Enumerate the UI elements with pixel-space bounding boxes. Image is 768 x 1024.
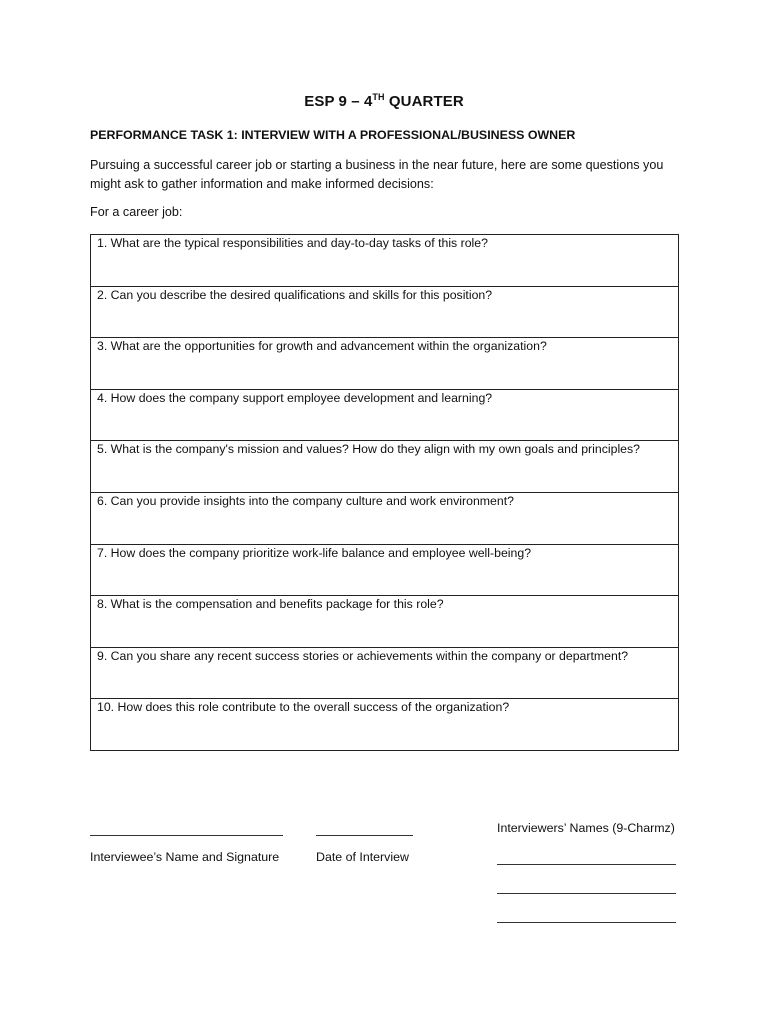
table-row bbox=[91, 286, 679, 338]
interviewee-signature-line bbox=[90, 835, 283, 836]
interviewer-name-line-1 bbox=[497, 864, 676, 865]
table-row bbox=[91, 389, 679, 441]
question-cell: 9. Can you share any recent success stories or achievements within the company or department? bbox=[91, 647, 679, 699]
interviewers-label: Interviewers’ Names (9-Charmz) bbox=[497, 821, 675, 835]
table-row bbox=[91, 596, 679, 648]
table-row bbox=[91, 699, 679, 751]
question-cell: 2. Can you describe the desired qualifications and skills for this position? bbox=[91, 286, 679, 338]
question-cell: 10. How does this role contribute to the overall success of the organization? bbox=[91, 699, 679, 751]
date-label: Date of Interview bbox=[316, 850, 409, 864]
questions-table bbox=[90, 234, 679, 751]
document-title bbox=[0, 93, 768, 110]
section-label: For a career job: bbox=[90, 205, 183, 219]
table-row bbox=[91, 235, 679, 287]
table-row bbox=[91, 338, 679, 390]
question-cell: 5. What is the company's mission and values? How do they align with my own goals and principles? bbox=[91, 441, 679, 493]
question-cell: 6. Can you provide insights into the company culture and work environment? bbox=[91, 492, 679, 544]
table-row bbox=[91, 647, 679, 699]
table-row bbox=[91, 544, 679, 596]
title-main: ESP 9 – 4 bbox=[304, 93, 373, 110]
question-cell: 3. What are the opportunities for growth and advancement within the organization? bbox=[91, 338, 679, 390]
title-end: QUARTER bbox=[384, 93, 464, 110]
interviewer-name-line-2 bbox=[497, 893, 676, 894]
table-row bbox=[91, 492, 679, 544]
interview-date-line bbox=[316, 835, 413, 836]
interviewer-name-line-3 bbox=[497, 922, 676, 923]
question-cell: 4. How does the company support employee development and learning? bbox=[91, 389, 679, 441]
question-cell: 1. What are the typical responsibilities and day-to-day tasks of this role? bbox=[91, 235, 679, 287]
intro-paragraph: Pursuing a successful career job or starting a business in the near future, here are some questions you might ask to gather information and make informed decisions: bbox=[90, 158, 664, 191]
question-cell: 8. What is the compensation and benefits package for this role? bbox=[91, 596, 679, 648]
task-subtitle: PERFORMANCE TASK 1: INTERVIEW WITH A PROFESSIONAL/BUSINESS OWNER bbox=[90, 128, 576, 142]
table-row bbox=[91, 441, 679, 493]
question-cell: 7. How does the company prioritize work-life balance and employee well-being? bbox=[91, 544, 679, 596]
interviewee-label: Interviewee’s Name and Signature bbox=[90, 850, 280, 864]
title-superscript: TH bbox=[372, 92, 385, 102]
